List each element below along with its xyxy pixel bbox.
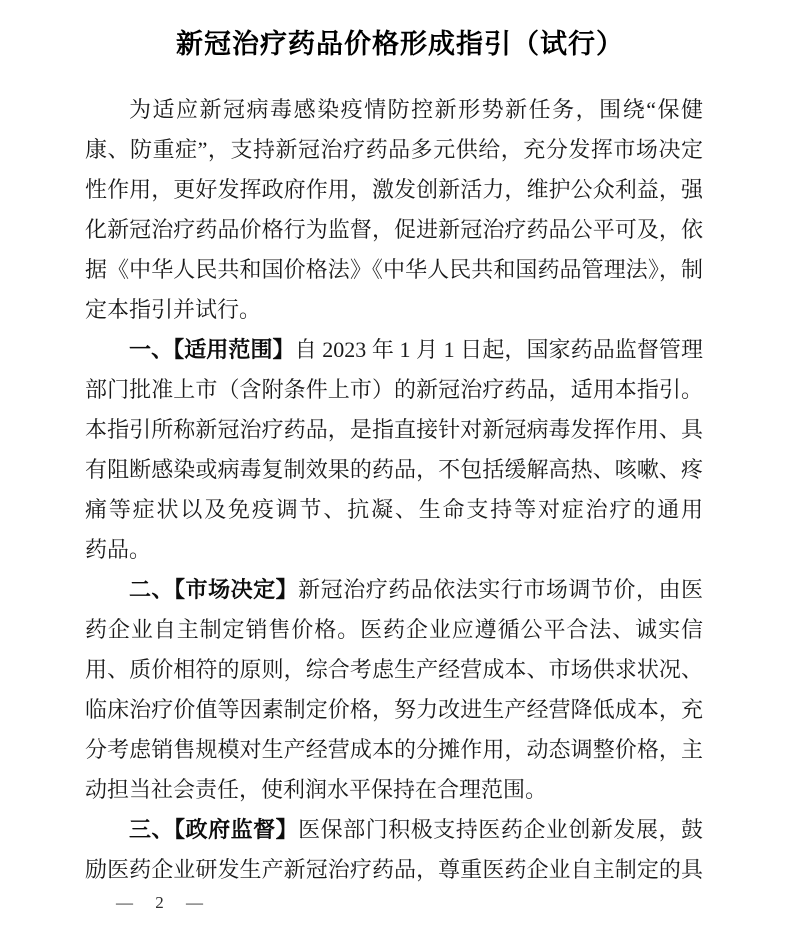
text-run: 为适应新冠病毒感染疫情防控新形势新任务，围绕“保健 xyxy=(129,97,703,122)
text-run: 药企业自主制定销售价格。医药企业应遵循公平合法、诚实信 xyxy=(85,617,703,642)
document-body xyxy=(85,90,703,890)
text-run: 励医药企业研发生产新冠治疗药品，尊重医药企业自主制定的具 xyxy=(85,857,703,882)
text-line xyxy=(85,250,703,290)
text-line xyxy=(85,410,703,450)
text-run: 痛等症状以及免疫调节、抗凝、生命支持等对症治疗的通用 xyxy=(85,497,703,522)
text-run: 药品。 xyxy=(85,537,152,562)
text-run: 临床治疗价值等因素制定价格，努力改进生产经营降低成本，充 xyxy=(85,697,703,722)
text-run: 动担当社会责任，使利润水平保持在合理范围。 xyxy=(85,777,548,802)
paragraph xyxy=(85,810,703,890)
text-run: 性作用，更好发挥政府作用，激发创新活力，维护公众利益，强 xyxy=(85,177,703,202)
text-line xyxy=(85,490,703,530)
text-line xyxy=(85,570,703,610)
text-line xyxy=(85,330,703,370)
section-heading: 一、【适用范围】 xyxy=(129,337,295,362)
text-run: 化新冠治疗药品价格行为监督，促进新冠治疗药品公平可及，依 xyxy=(85,217,703,242)
text-line xyxy=(85,690,703,730)
text-run: 有阻断感染或病毒复制效果的药品，不包括缓解高热、咳嗽、疼 xyxy=(85,457,703,482)
text-line xyxy=(85,770,703,810)
text-line xyxy=(85,650,703,690)
text-line xyxy=(85,850,703,890)
text-line xyxy=(85,290,703,330)
text-line xyxy=(85,810,703,850)
text-line xyxy=(85,170,703,210)
text-run: 本指引所称新冠治疗药品，是指直接针对新冠病毒发挥作用、具 xyxy=(85,417,703,442)
text-line xyxy=(85,450,703,490)
paragraph xyxy=(85,90,703,330)
text-line xyxy=(85,90,703,130)
text-run: 医保部门积极支持医药企业创新发展，鼓 xyxy=(298,817,703,842)
section-heading: 二、【市场决定】 xyxy=(129,577,299,602)
text-line xyxy=(85,530,703,570)
page-number: — 2 — xyxy=(116,893,212,912)
text-run: 新冠治疗药品依法实行市场调节价，由医 xyxy=(298,577,703,602)
text-run: 定本指引并试行。 xyxy=(85,297,262,322)
section-heading: 三、【政府监督】 xyxy=(129,817,299,842)
text-run: 康、防重症”，支持新冠治疗药品多元供给，充分发挥市场决定 xyxy=(85,137,703,162)
text-run: 分考虑销售规模对生产经营成本的分摊作用，动态调整价格，主 xyxy=(85,737,703,762)
text-line xyxy=(85,210,703,250)
text-run: 自 2023 年 1 月 1 日起，国家药品监督管理 xyxy=(294,337,703,362)
paragraph xyxy=(85,570,703,810)
text-line xyxy=(85,130,703,170)
document-title: 新冠治疗药品价格形成指引（试行） xyxy=(176,29,624,59)
text-run: 据《中华人民共和国价格法》《中华人民共和国药品管理法》，制 xyxy=(85,257,703,282)
text-line xyxy=(85,370,703,410)
text-line xyxy=(85,610,703,650)
text-run: 部门批准上市（含附条件上市）的新冠治疗药品，适用本指引。 xyxy=(85,377,703,402)
text-line xyxy=(85,730,703,770)
text-run: 用、质价相符的原则，综合考虑生产经营成本、市场供求状况、 xyxy=(85,657,703,682)
paragraph xyxy=(85,330,703,570)
